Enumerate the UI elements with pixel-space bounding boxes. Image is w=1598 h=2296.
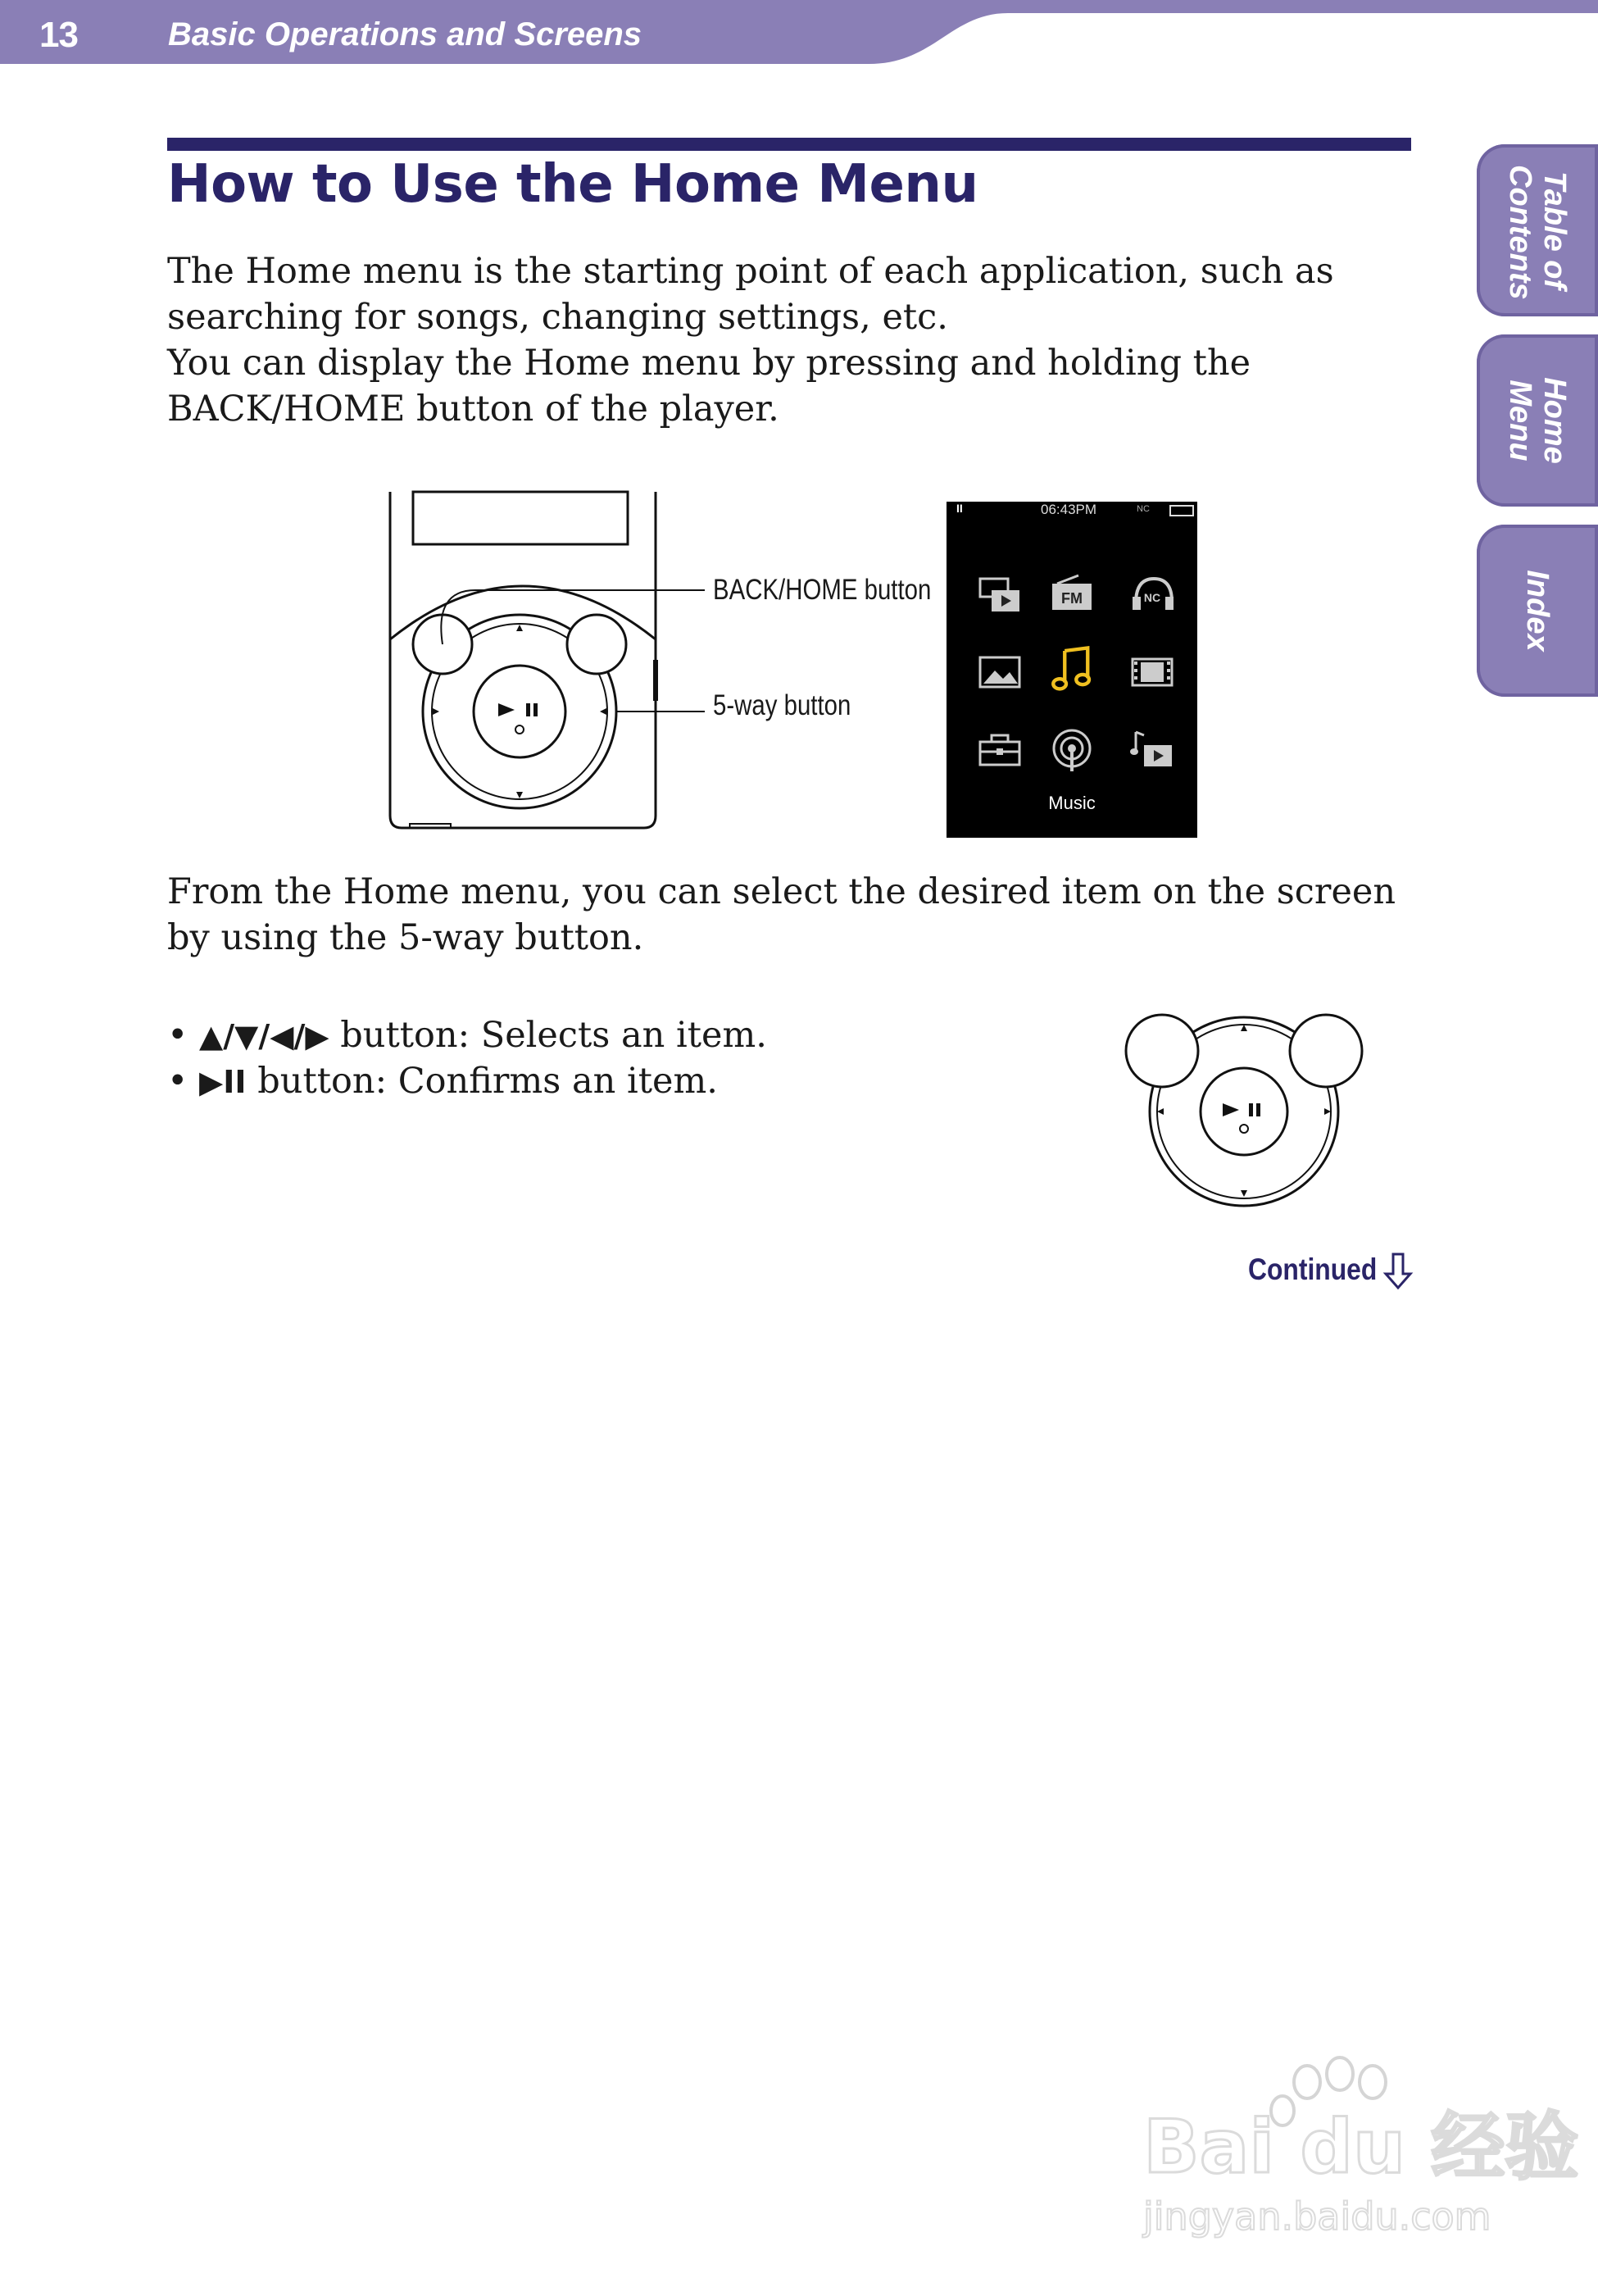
- video-film-icon: [1129, 649, 1175, 695]
- screen-time: 06:43PM: [1041, 502, 1097, 517]
- pause-icon: II: [956, 502, 963, 515]
- five-way-button-illustration: [1124, 1013, 1370, 1210]
- title-rule: [167, 138, 1411, 151]
- svg-text:NC: NC: [1143, 591, 1161, 604]
- video-icon: [977, 572, 1023, 618]
- home-menu-screen: [947, 502, 1197, 838]
- continued-arrow-icon[interactable]: [1383, 1253, 1413, 1290]
- page-header: [0, 0, 1598, 66]
- svg-text:FM: FM: [1061, 590, 1083, 607]
- bullet-dot: •: [167, 1061, 200, 1102]
- tab-label-toc: Table of Contents: [1503, 165, 1572, 300]
- battery-icon: [1169, 505, 1194, 516]
- play-pause-symbol: ▶II: [199, 1064, 247, 1100]
- intro-paragraph-2: You can display the Home menu by pressing and holding the BACK/HOME button of the player.: [167, 343, 1251, 430]
- page-number: 13: [39, 15, 78, 55]
- screen-selected-label: Music: [1048, 793, 1096, 813]
- podcast-icon: [1049, 727, 1095, 773]
- noise-mode-indicator: NC: [1137, 504, 1150, 514]
- tab-table-of-contents[interactable]: [1477, 144, 1598, 316]
- fm-radio-icon: [1049, 572, 1095, 618]
- tab-label-home: Home Menu: [1503, 377, 1572, 464]
- now-playing-icon: [1129, 727, 1175, 773]
- direction-symbols: ▲/▼/◀/▶: [199, 1018, 329, 1054]
- section-title: Basic Operations and Screens: [168, 16, 642, 52]
- bullet-text-confirm: button: Confirms an item.: [246, 1061, 718, 1102]
- tab-index[interactable]: [1477, 525, 1598, 697]
- bullet-select: [167, 1012, 767, 1059]
- tab-label-index: Index: [1520, 570, 1555, 652]
- bullet-text-select: button: Selects an item.: [329, 1015, 767, 1056]
- intro-paragraph-1: The Home menu is the starting point of each application, such as searching for songs, changing settings, etc.: [167, 251, 1334, 338]
- tab-home-menu[interactable]: [1477, 334, 1598, 507]
- player-illustration: [385, 492, 713, 836]
- body-paragraph: From the Home menu, you can select the desired item on the screen by using the 5-way button.: [167, 871, 1396, 958]
- callout-back-home: BACK/HOME button: [713, 574, 932, 606]
- photo-icon: [977, 649, 1023, 695]
- bullet-dot: •: [167, 1015, 200, 1056]
- settings-icon: [977, 727, 1023, 773]
- music-icon: [1049, 645, 1095, 691]
- callout-5way: 5-way button: [713, 689, 851, 721]
- noise-cancel-icon: [1129, 572, 1175, 618]
- watermark-brand: Bai du 经验: [1143, 2104, 1579, 2190]
- watermark-url: jingyan.baidu.com: [1143, 2194, 1491, 2239]
- continued-link[interactable]: Continued: [1248, 1253, 1378, 1286]
- baidu-watermark: [1135, 2049, 1579, 2246]
- bullet-confirm: [167, 1058, 718, 1105]
- page-title: How to Use the Home Menu: [167, 154, 978, 215]
